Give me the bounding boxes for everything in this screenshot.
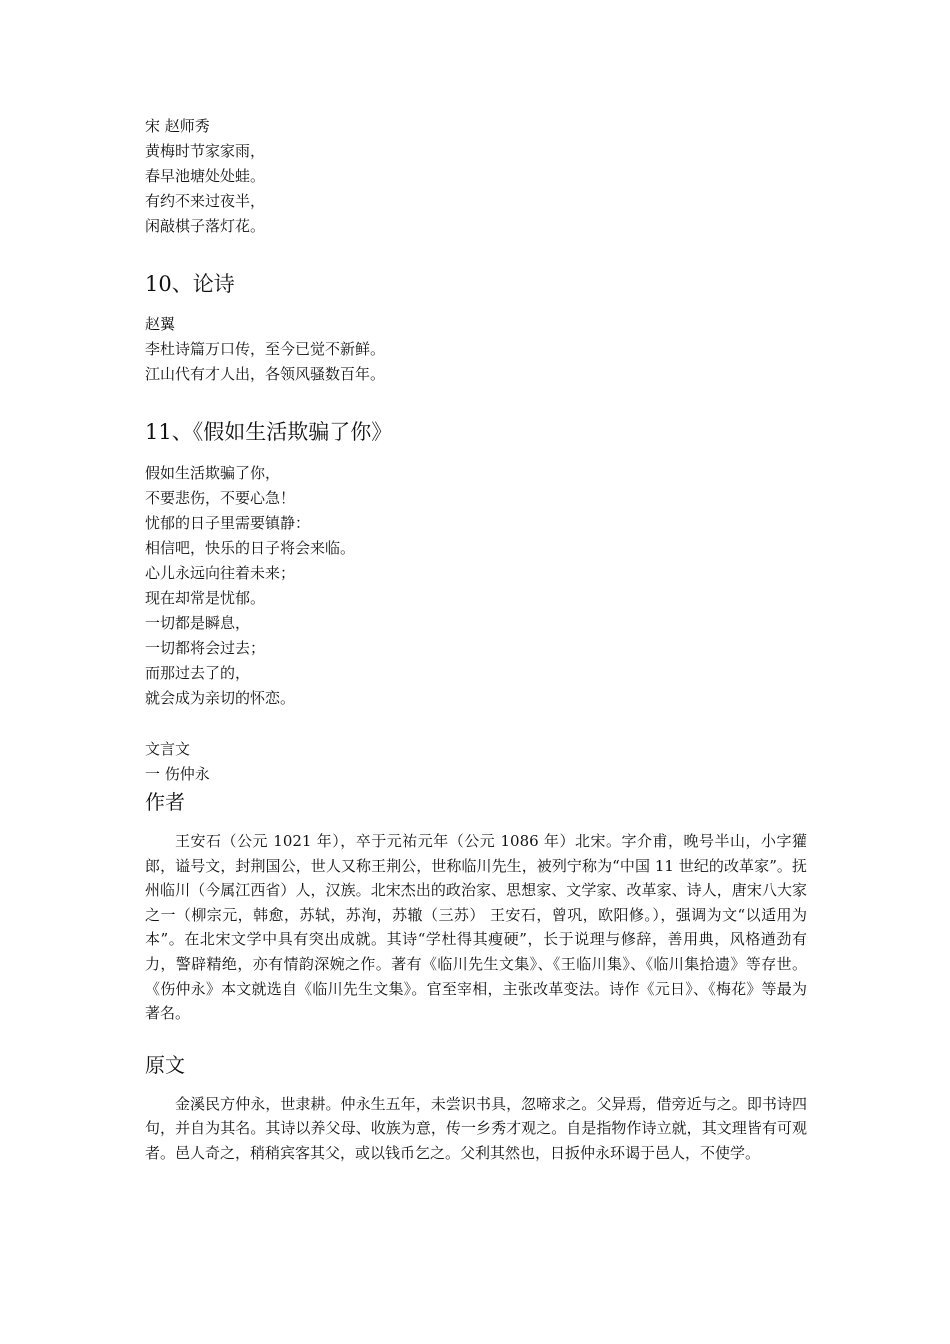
poem-line: 李杜诗篇万口传，至今已觉不新鲜。 — [145, 340, 386, 358]
poem-line: 有约不来过夜半， — [145, 192, 266, 210]
poem-line: 江山代有才人出，各领风骚数百年。 — [145, 365, 386, 383]
poem-line: 就会成为亲切的怀恋。 — [145, 689, 296, 707]
poem-line: 忧郁的日子里需要镇静： — [145, 514, 311, 532]
original-paragraph: 金溪民方仲永，世隶耕。仲永生五年，未尝识书具，忽啼求之。父异焉，借旁近与之。即书诗四句，并自为其名。其诗以养父母、收族为意，传一乡秀才观之。自是指物作诗立就，其文理皆有可观者。邑人奇之，稍稍宾客其父，或以钱币乞之。父利其然也，日扳仲永环谒于邑人，不使学。 — [145, 1094, 807, 1162]
poem-line: 黄梅时节家家雨， — [145, 142, 266, 160]
document-content — [145, 114, 807, 1166]
lesson-title: 一 伤仲永 — [145, 765, 210, 783]
poem-author: 宋 赵师秀 — [145, 117, 210, 135]
original-heading: 原文 — [145, 1052, 185, 1077]
poem-line: 心儿永远向往着未来； — [145, 564, 296, 582]
poem-line: 闲敲棋子落灯花。 — [145, 217, 266, 235]
section-label: 文言文 — [145, 740, 191, 758]
poem-line: 不要悲伤，不要心急！ — [145, 489, 296, 507]
poem-author: 赵翼 — [145, 315, 176, 333]
poem-line: 而那过去了的， — [145, 664, 251, 682]
classical-section — [145, 737, 807, 1166]
poem-line: 春早池塘处处蛙。 — [145, 167, 266, 185]
poem-line: 一切都将会过去； — [145, 639, 266, 657]
author-paragraph: 王安石（公元 1021 年），卒于元祐元年（公元 1086 年）北宋。字介甫，晚号半山，小字獾郎，谥号文，封荆国公，世人又称王荆公，世称临川先生，被列宁称为“中国 11 世纪的改革家”。抚州临川（今属江西省）人，汉族。北宋杰出的政治家、思想家、文学家、改革家、诗人，唐宋八大家之一（柳宗元，韩愈，苏轼，苏洵，苏辙（三苏） 王安石，曾巩，欧阳修。），强调为文“以适用为本”。在北宋文学中具有突出成就。其诗“学杜得其瘦硬”，长于说理与修辞，善用典，风格遒劲有力，警辟精绝，亦有情韵深婉之作。著有《临川先生文集》、《王临川集》、《临川集拾遗》等存世。《伤仲永》本文就选自《临川先生文集》。官至宰相，主张改革变法。诗作《元日》、《梅花》等最为著名。 — [145, 832, 807, 1023]
poem-line: 相信吧，快乐的日子将会来临。 — [145, 539, 356, 557]
poem-9 — [145, 114, 807, 239]
poem-line: 现在却常是忧郁。 — [145, 589, 266, 607]
poem-line: 假如生活欺骗了你， — [145, 464, 281, 482]
poem-line: 一切都是瞬息， — [145, 614, 251, 632]
poem-title: 10、论诗 — [145, 272, 235, 296]
poem-10 — [145, 269, 807, 387]
poem-11 — [145, 417, 807, 711]
poem-title: 11、《假如生活欺骗了你》 — [145, 420, 393, 444]
author-heading: 作者 — [145, 790, 185, 814]
